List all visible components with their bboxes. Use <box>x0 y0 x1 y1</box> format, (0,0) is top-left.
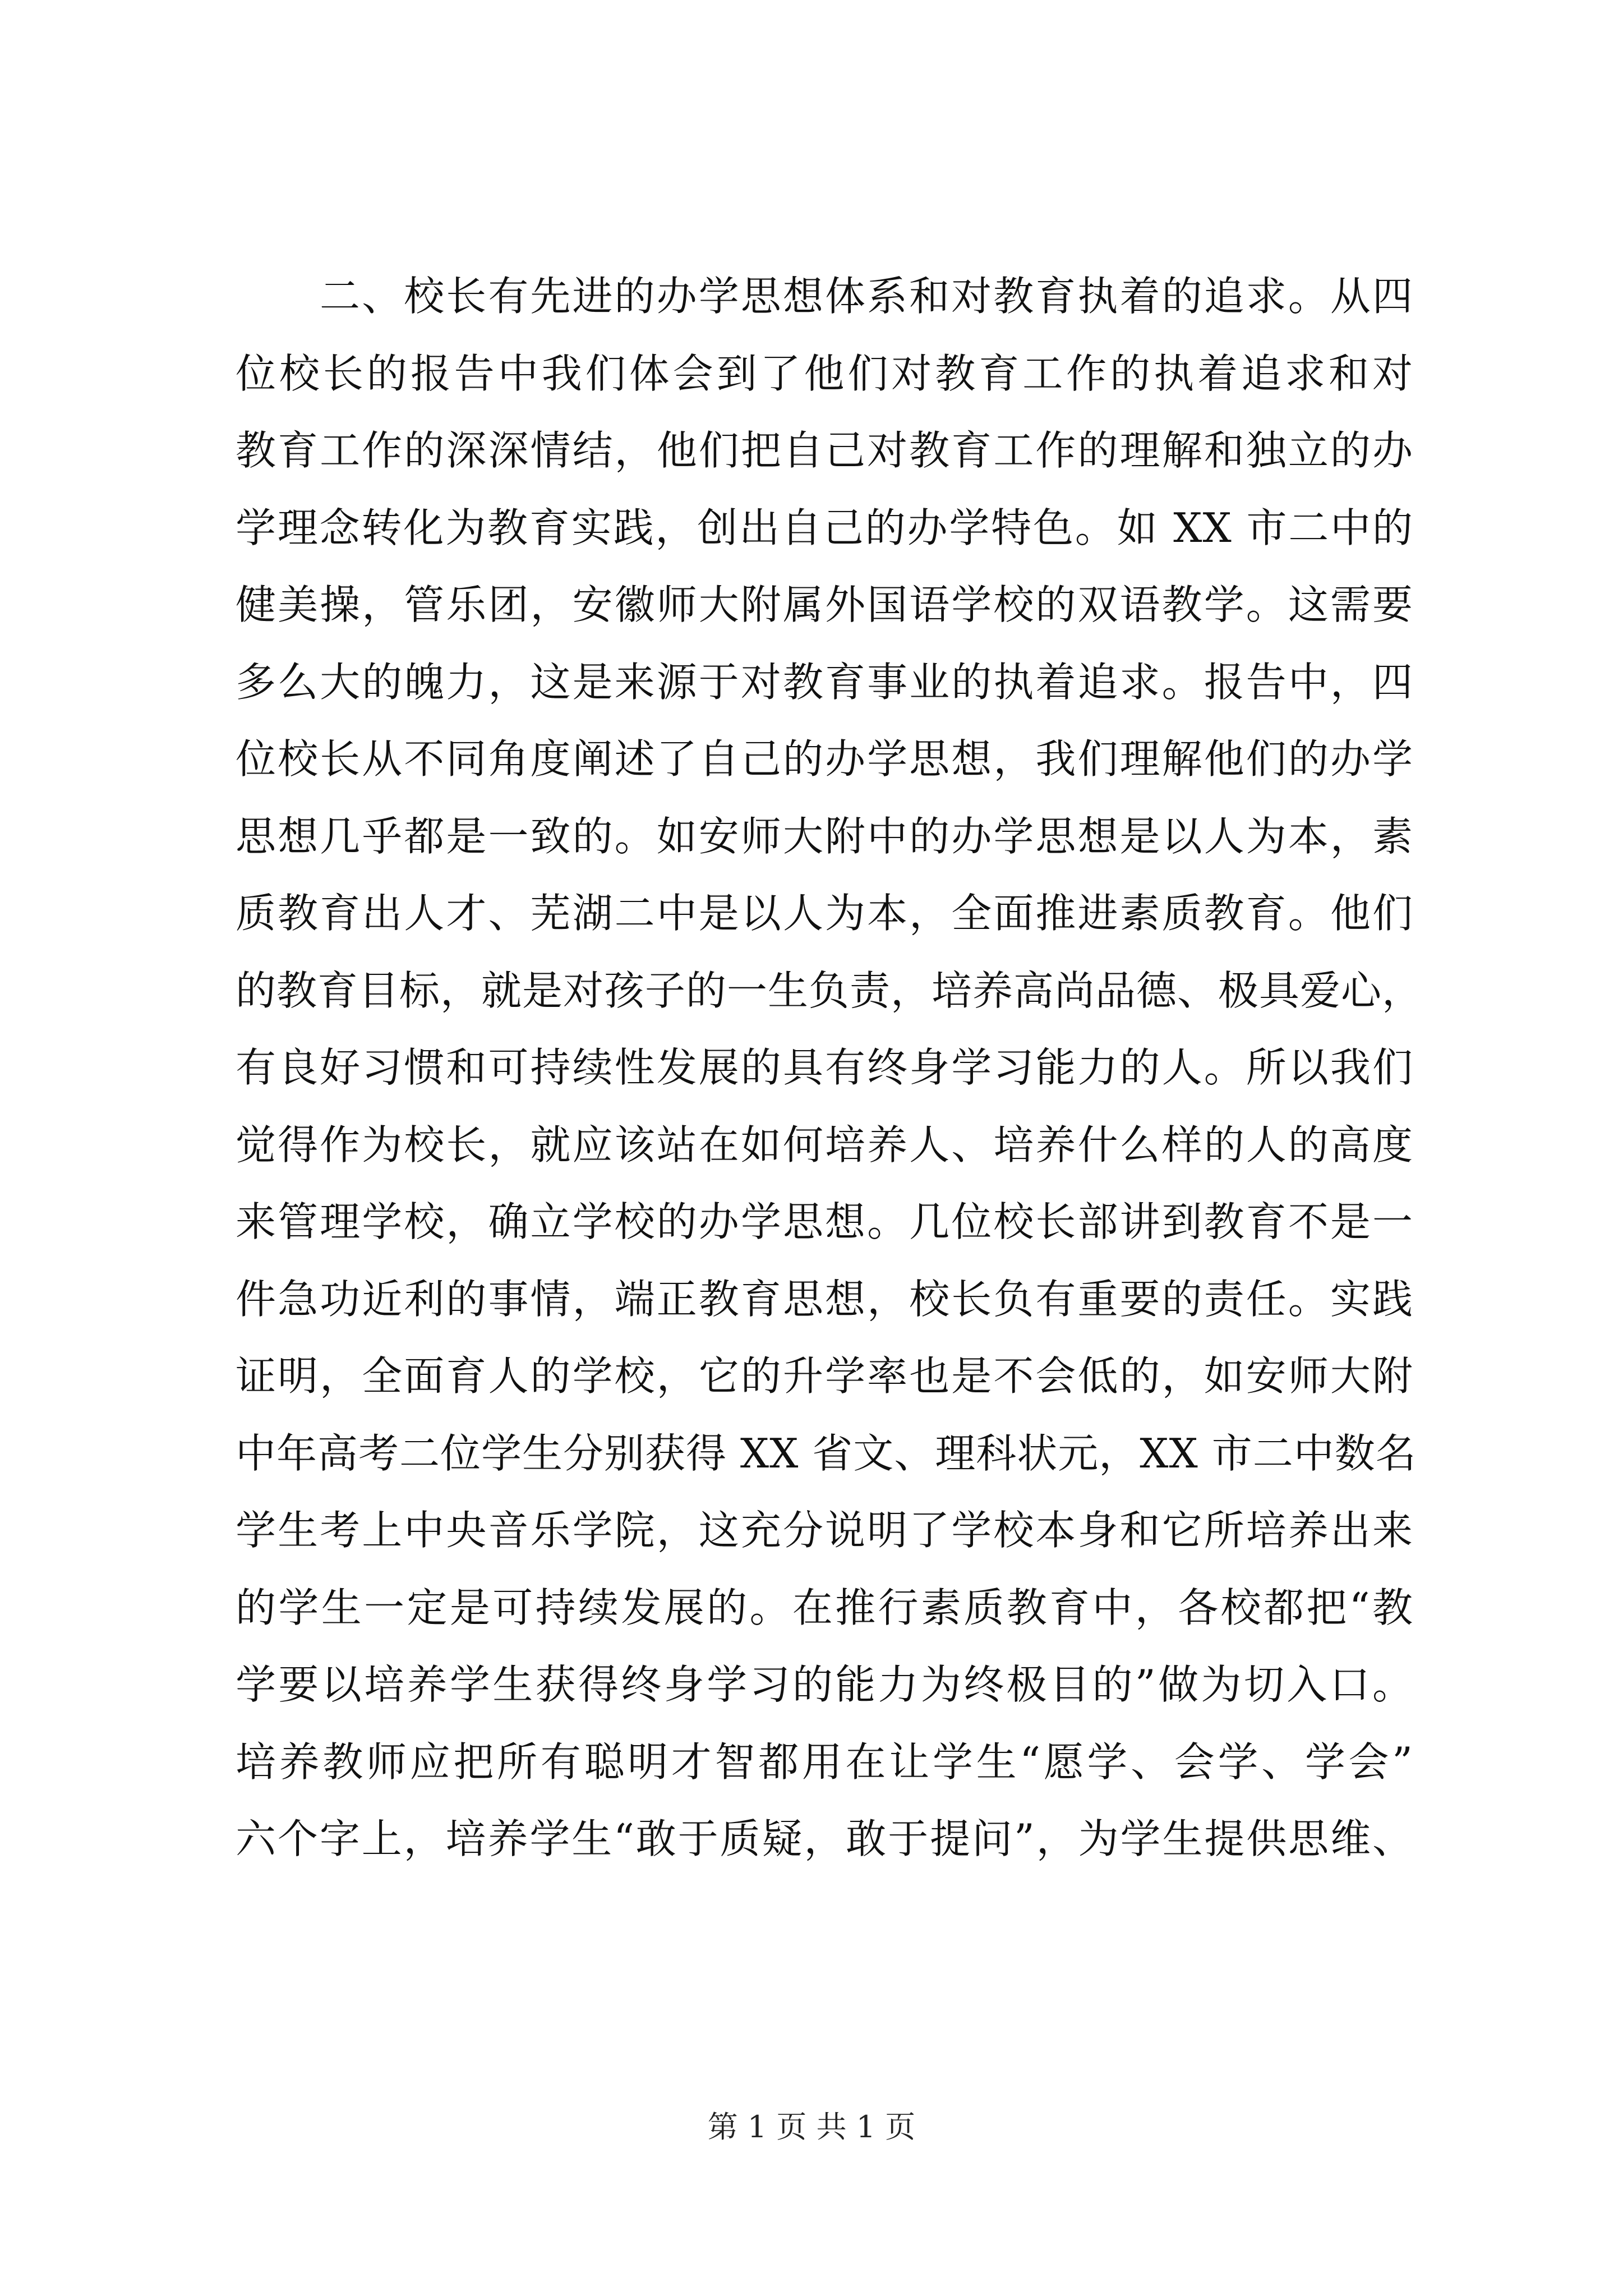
paragraph-line: 有良好习惯和可持续性发展的具有终身学习能力的人。所以我们 <box>236 1044 1413 1091</box>
paragraph-line: 质教育出人才、芜湖二中是以人为本，全面推进素质教育。他们 <box>236 890 1413 937</box>
paragraph-line: 觉得作为校长，就应该站在如何培养人、培养什么样的人的高度 <box>236 1121 1413 1168</box>
paragraph-line: 教育工作的深深情结，他们把自己对教育工作的理解和独立的办 <box>236 427 1413 474</box>
paragraph-line: 多么大的魄力，这是来源于对教育事业的执着追求。报告中，四 <box>236 658 1413 706</box>
paragraph-line: 二、校长有先进的办学思想体系和对教育执着的追求。从四 <box>320 273 1413 320</box>
paragraph-line: 中年高考二位学生分别获得 XX 省文、理科状元，XX 市二中数名 <box>236 1429 1417 1477</box>
paragraph-line: 件急功近利的事情，端正教育思想，校长负有重要的责任。实践 <box>236 1275 1413 1323</box>
paragraph-line: 培养教师应把所有聪明才智都用在让学生“愿学、会学、学会” <box>236 1738 1413 1786</box>
paragraph-line: 位校长的报告中我们体会到了他们对教育工作的执着追求和对 <box>236 349 1413 397</box>
paragraph-line: 来管理学校，确立学校的办学思想。几位校长部讲到教育不是一 <box>236 1198 1413 1245</box>
paragraph-line: 证明，全面育人的学校，它的升学率也是不会低的，如安师大附 <box>236 1352 1413 1400</box>
page-footer <box>0 2105 1623 2150</box>
paragraph-line: 思想几乎都是一致的。如安师大附中的办学思想是以人为本，素 <box>236 812 1413 860</box>
paragraph-line: 的学生一定是可持续发展的。在推行素质教育中，各校都把“教 <box>236 1584 1413 1631</box>
body-paragraph <box>236 258 1423 1878</box>
paragraph-line: 学生考上中央音乐学院，这充分说明了学校本身和它所培养出来 <box>236 1507 1413 1554</box>
paragraph-line: 学要以培养学生获得终身学习的能力为终极目的”做为切入口。 <box>236 1661 1413 1708</box>
page-number-label: 第 1 页 共 1 页 <box>707 2109 916 2145</box>
paragraph-line: 健美操，管乐团，安徽师大附属外国语学校的双语教学。这需要 <box>236 581 1413 628</box>
paragraph-line: 学理念转化为教育实践，创出自己的办学特色。如 XX 市二中的 <box>236 504 1413 551</box>
paragraph-line: 位校长从不同角度阐述了自己的办学思想，我们理解他们的办学 <box>236 735 1413 783</box>
paragraph-line: 的教育目标，就是对孩子的一生负责，培养高尚品德、极具爱心， <box>236 967 1423 1014</box>
paragraph-line: 六个字上，培养学生“敢于质疑，敢于提问”，为学生提供思维、 <box>236 1815 1413 1862</box>
